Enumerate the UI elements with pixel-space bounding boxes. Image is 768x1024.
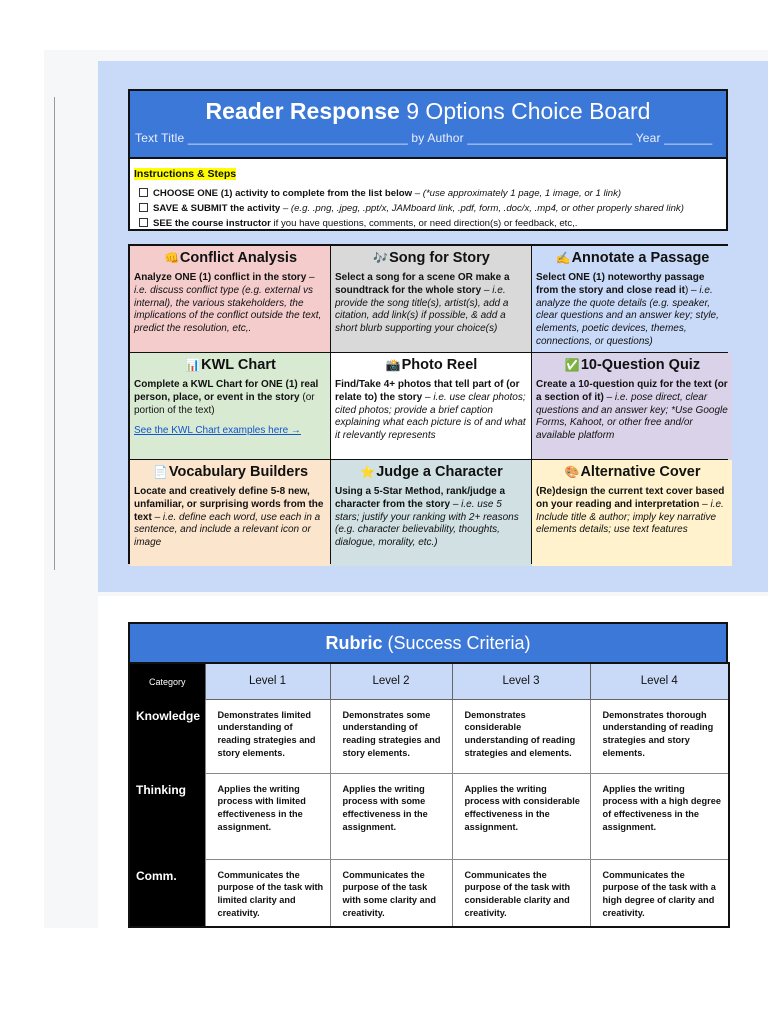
desc-plain: – xyxy=(450,498,462,510)
rubric-cell: Applies the writing process with considerable effectiveness in the assignment. xyxy=(452,773,590,859)
desc-italic: i.e. analyze the quote details (e.g. speaker, clear questions and an answer key; style, elements, poetic devices, themes, connections, or questions) xyxy=(536,284,719,347)
text-title-author-year-line: Text Title ________________________________ by Author ________________________ Year _______ xyxy=(135,131,713,145)
rubric-table xyxy=(128,662,730,928)
rubric-title xyxy=(128,622,728,662)
desc-italic: i.e. pose direct, clear questions and an answer key; *Use Google Forms, Kahoot, or other free and/or available platform xyxy=(536,391,728,442)
choice-description xyxy=(536,486,729,537)
desc-plain: – xyxy=(306,272,315,283)
choice-title xyxy=(335,250,528,266)
rubric-cell: Applies the writing process with some effectiveness in the assignment. xyxy=(330,773,452,859)
choice-title-text: Conflict Analysis xyxy=(179,250,298,266)
choice-board-page xyxy=(98,61,768,592)
desc-plain: – xyxy=(151,511,163,523)
choice-title xyxy=(536,250,729,266)
choice-title-text: KWL Chart xyxy=(201,357,276,373)
level-2-header: Level 2 xyxy=(330,663,452,699)
kwl-examples-link[interactable]: See the KWL Chart examples here → xyxy=(134,425,301,437)
rubric-cell: Communicates the purpose of the task with limited clarity and creativity. xyxy=(205,859,330,927)
step-plain: – xyxy=(280,203,291,214)
desc-bold: Create a 10-question quiz for the text (or a section of it) xyxy=(536,379,728,403)
choice-song-for-story[interactable] xyxy=(331,246,531,352)
choice-title-text: Vocabulary Builders xyxy=(168,464,309,480)
table-row xyxy=(129,773,729,859)
desc-bold: Find/Take 4+ photos that tell part of (or relate to) the story xyxy=(335,379,520,403)
rubric-cell: Applies the writing process with a high degree of effectiveness in the assignment. xyxy=(590,773,729,859)
title-bold: Reader Response xyxy=(205,98,400,124)
choice-title-text: Alternative Cover xyxy=(580,464,701,480)
step-italic: (e.g. .png, .jpeg, .ppt/x, JAMboard link, .pdf, form, .doc/x, .mp4, or other properly shared link) xyxy=(290,203,684,214)
choice-title xyxy=(134,250,327,266)
step-plain: – xyxy=(412,188,423,199)
step-plain: if you have questions, comments, or need direction(s) or feedback, etc,. xyxy=(270,218,578,229)
desc-italic: i.e. provide the song title(s), artist(s), add a citation, add link(s) if possible, & add a short blurb supporting your choice(s) xyxy=(335,284,509,335)
desc-bold: Select a song for a scene OR make a soundtrack for the whole story xyxy=(335,272,510,296)
desc-bold: Analyze ONE (1) conflict in the story xyxy=(134,272,307,283)
choice-description xyxy=(134,486,327,550)
choice-title xyxy=(134,357,327,373)
choice-10-question-quiz[interactable] xyxy=(532,353,732,459)
category-thinking: Thinking xyxy=(129,773,205,859)
choice-title xyxy=(335,464,528,480)
rubric-title-light: (Success Criteria) xyxy=(387,633,531,653)
desc-italic: i.e. Include title & author; imply key narrative elements details; use text features xyxy=(536,498,724,536)
page-icon: 📄 xyxy=(152,465,168,479)
choice-title-text: Annotate a Passage xyxy=(571,250,710,266)
table-row xyxy=(129,859,729,927)
desc-bold: Using a 5-Star Method, rank/judge a character from the story xyxy=(335,486,506,510)
step-choose xyxy=(134,186,722,201)
choice-alternative-cover[interactable] xyxy=(532,460,732,566)
rubric-cell: Communicates the purpose of the task with a high degree of clarity and creativity. xyxy=(590,859,729,927)
choice-description xyxy=(335,379,528,443)
choice-description xyxy=(536,379,729,443)
rubric-cell: Demonstrates thorough understanding of reading strategies and story elements. xyxy=(590,699,729,773)
desc-italic: i.e. use 5 stars; justify your ranking with 2+ reasons (e.g. character believability, thoughts, dialogue, morality, etc.) xyxy=(335,498,519,549)
level-4-header: Level 4 xyxy=(590,663,729,699)
star-icon: ⭐ xyxy=(360,465,376,479)
desc-bold: Select ONE (1) noteworthy passage from the story and close read it xyxy=(536,272,705,296)
level-1-header: Level 1 xyxy=(205,663,330,699)
instructions-heading: Instructions & Steps xyxy=(134,168,237,180)
choice-title xyxy=(536,464,729,480)
table-row xyxy=(129,699,729,773)
desc-plain: – xyxy=(422,391,434,403)
choice-conflict-analysis[interactable] xyxy=(130,246,330,352)
music-notes-icon: 🎶 xyxy=(373,251,389,265)
rubric-cell: Demonstrates some understanding of reading strategies and story elements. xyxy=(330,699,452,773)
rubric-cell: Demonstrates considerable understanding of reading strategies and elements. xyxy=(452,699,590,773)
choice-kwl-chart[interactable] xyxy=(130,353,330,459)
instructions-box xyxy=(128,157,728,231)
step-bold: SEE the course instructor xyxy=(153,218,271,229)
writing-hand-icon: ✍ xyxy=(555,251,571,265)
choice-judge-character[interactable] xyxy=(331,460,531,566)
rubric-title-bold: Rubric xyxy=(325,633,383,653)
step-bold: CHOOSE ONE (1) activity to complete from the list below xyxy=(153,188,413,199)
step-submit xyxy=(134,201,722,216)
step-italic: (*use approximately 1 page, 1 image, or 1 link) xyxy=(422,188,622,199)
checkbox-choose[interactable] xyxy=(139,188,148,197)
choice-title-text: 10-Question Quiz xyxy=(580,357,701,373)
checkbox-see-instructor[interactable] xyxy=(139,218,148,227)
rubric-cell: Communicates the purpose of the task with considerable clarity and creativity. xyxy=(452,859,590,927)
check-mark-icon: ✅ xyxy=(564,358,580,372)
fist-icon: 👊 xyxy=(163,251,179,265)
desc-bold: Locate and creatively define 5-8 new, unfamiliar, or surprising words from the text xyxy=(134,486,324,523)
level-3-header: Level 3 xyxy=(452,663,590,699)
bar-chart-icon: 📊 xyxy=(185,358,201,372)
rubric-cell: Applies the writing process with limited effectiveness in the assignment. xyxy=(205,773,330,859)
page-title xyxy=(130,91,726,131)
desc-plain: – xyxy=(481,284,493,296)
choice-board-header xyxy=(128,89,728,159)
rubric xyxy=(128,622,728,928)
rubric-page xyxy=(98,596,768,928)
title-light: 9 Options Choice Board xyxy=(406,98,651,124)
checkbox-submit[interactable] xyxy=(139,203,148,212)
category-knowledge: Knowledge xyxy=(129,699,205,773)
choice-description xyxy=(536,272,729,349)
choice-photo-reel[interactable] xyxy=(331,353,531,459)
desc-plain: – xyxy=(603,391,615,403)
palette-icon: 🎨 xyxy=(564,465,580,479)
choice-description xyxy=(335,272,528,336)
desc-italic: i.e. define each word, use each in a sentence, and include a relevant icon or image xyxy=(134,511,321,549)
choice-description xyxy=(134,272,327,336)
choice-title-text: Song for Story xyxy=(389,250,490,266)
choice-title xyxy=(335,357,528,373)
step-see-instructor xyxy=(134,216,722,231)
desc-plain: ) – xyxy=(684,284,700,296)
rubric-header-row xyxy=(129,663,729,699)
choice-vocabulary-builders[interactable] xyxy=(130,460,330,566)
step-bold: SAVE & SUBMIT the activity xyxy=(153,203,281,214)
desc-italic: i.e. discuss conflict type (e.g. external vs internal), the various stakeholders, the implications of the conflict outside the text, predict the resolution, etc,. xyxy=(134,284,322,335)
desc-plain: – xyxy=(699,498,711,510)
category-header: Category xyxy=(129,663,205,699)
choice-title-text: Photo Reel xyxy=(401,357,478,373)
left-margin-rule xyxy=(54,97,55,570)
choice-title xyxy=(134,464,327,480)
choice-grid xyxy=(128,244,728,564)
desc-plain: (or portion of the text) xyxy=(134,391,315,416)
rubric-cell: Communicates the purpose of the task with some clarity and creativity. xyxy=(330,859,452,927)
choice-title xyxy=(536,357,729,373)
desc-bold: (Re)design the current text cover based on your reading and interpretation xyxy=(536,486,725,510)
choice-title-text: Judge a Character xyxy=(376,464,503,480)
category-communication: Comm. xyxy=(129,859,205,927)
choice-description xyxy=(134,379,327,438)
camera-icon: 📸 xyxy=(385,358,401,372)
choice-annotate-passage[interactable] xyxy=(532,246,732,352)
choice-description xyxy=(335,486,528,550)
desc-bold: Complete a KWL Chart for ONE (1) real person, place, or event in the story xyxy=(134,379,319,403)
desc-italic: i.e. use clear photos; cited photos; provide a brief caption explaining what each picture is of and what it relevantly represents xyxy=(335,391,526,442)
rubric-cell: Demonstrates limited understanding of reading strategies and story elements. xyxy=(205,699,330,773)
